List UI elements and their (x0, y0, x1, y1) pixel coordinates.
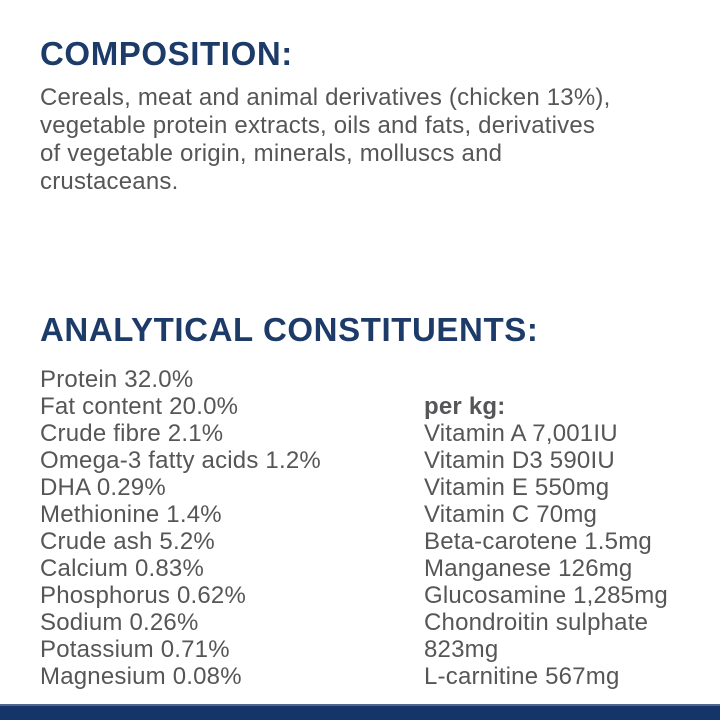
analytical-item: Potassium 0.71% (40, 636, 230, 663)
analytical-item: Crude ash 5.2% (40, 528, 215, 555)
analytical-constituents-heading: ANALYTICAL CONSTITUENTS: (40, 311, 539, 348)
per-kg-item: Vitamin C 70mg (424, 501, 598, 528)
per-kg-item: Glucosamine 1,285mg (424, 582, 668, 609)
analytical-item: Crude fibre 2.1% (40, 420, 224, 447)
composition-text-line: Cereals, meat and animal derivatives (chicken 13%), (40, 84, 611, 111)
analytical-item: Phosphorus 0.62% (40, 582, 247, 609)
per-kg-item: Vitamin D3 590IU (424, 447, 615, 474)
per-kg-item: Vitamin A 7,001IU (424, 420, 618, 447)
composition-text (40, 84, 700, 196)
per-kg-list (424, 420, 708, 690)
analytical-item: Magnesium 0.08% (40, 663, 242, 690)
analytical-item: DHA 0.29% (40, 474, 166, 501)
analytical-left-column (40, 366, 420, 690)
composition-heading: COMPOSITION: (40, 35, 293, 72)
per-kg-label: per kg: (424, 393, 506, 420)
analytical-item: Fat content 20.0% (40, 393, 239, 420)
composition-text-line: vegetable protein extracts, oils and fats, derivatives (40, 112, 596, 139)
per-kg-item: Vitamin E 550mg (424, 474, 610, 501)
composition-text-line: crustaceans. (40, 168, 179, 195)
analytical-percent-list (40, 366, 420, 690)
footer-accent-bar (0, 704, 720, 720)
analytical-item: Methionine 1.4% (40, 501, 222, 528)
analytical-item: Omega-3 fatty acids 1.2% (40, 447, 321, 474)
analytical-item: Protein 32.0% (40, 366, 194, 393)
per-kg-item: Chondroitin sulphate 823mg (424, 609, 649, 663)
analytical-per-kg-column (424, 393, 708, 690)
analytical-item: Sodium 0.26% (40, 609, 199, 636)
analytical-item: Calcium 0.83% (40, 555, 205, 582)
composition-text-line: of vegetable origin, minerals, molluscs and (40, 140, 503, 167)
per-kg-item: L-carnitine 567mg (424, 663, 620, 690)
per-kg-item: Beta-carotene 1.5mg (424, 528, 652, 555)
per-kg-item: Manganese 126mg (424, 555, 633, 582)
